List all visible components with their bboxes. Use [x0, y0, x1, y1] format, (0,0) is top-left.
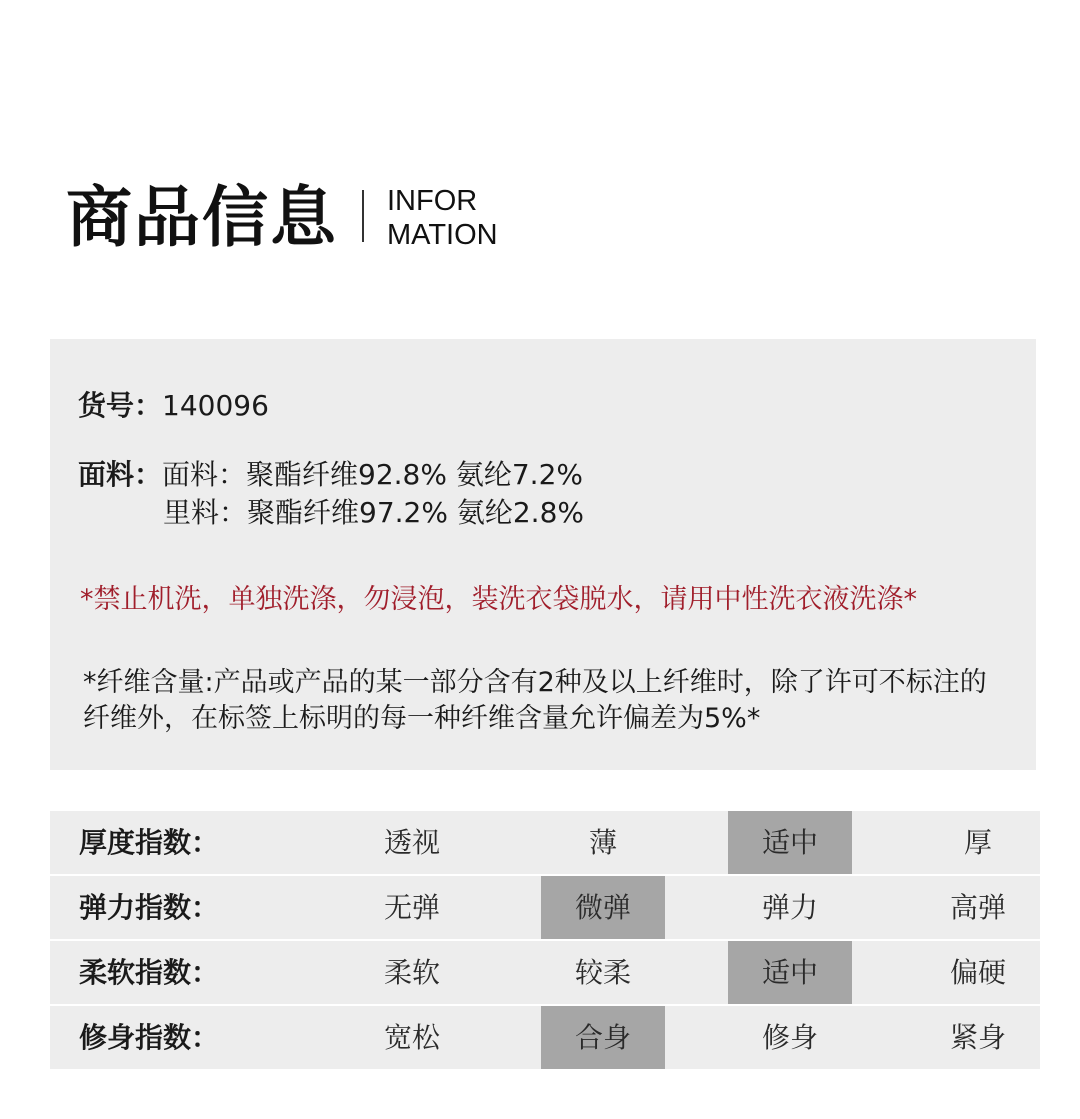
index-option-selected: 合身 [541, 1006, 665, 1069]
index-option: 高弹 [949, 891, 1006, 924]
index-option: 较柔 [574, 956, 631, 989]
fiber-content-note: *纤维含量:产品或产品的某一部分含有2种及以上纤维时，除了许可不标注的纤维外，在标签上标明的每一种纤维含量允许偏差为5%* [83, 667, 987, 734]
index-option: 弹力 [761, 891, 818, 924]
index-option: 紧身 [949, 1021, 1006, 1054]
fit-index-row [50, 1006, 1040, 1069]
index-option-selected: 适中 [728, 941, 852, 1004]
index-option-selected: 适中 [728, 811, 852, 874]
index-option: 厚 [963, 826, 992, 859]
index-row-label: 厚度指数： [79, 826, 220, 859]
index-row-label: 修身指数： [79, 1021, 220, 1054]
fabric-row-1 [78, 456, 583, 494]
fabric-outer: 面料：聚酯纤维92.8% 氨纶7.2% [162, 458, 584, 491]
product-info-panel [50, 339, 1036, 770]
section-subtitle [387, 184, 498, 252]
fabric-lining: 里料：聚酯纤维97.2% 氨纶2.8% [163, 496, 584, 529]
sku-row [78, 387, 269, 425]
fabric-index-table [50, 811, 1040, 1071]
index-row-label: 柔软指数： [79, 956, 220, 989]
section-header [66, 178, 666, 258]
subtitle-line-1: INFOR [387, 185, 478, 217]
elasticity-index-row [50, 876, 1040, 939]
sku-label: 货号： [78, 389, 163, 422]
index-option: 无弹 [383, 891, 440, 924]
index-option: 宽松 [383, 1021, 440, 1054]
index-option: 透视 [383, 826, 440, 859]
index-row-label: 弹力指数： [79, 891, 220, 924]
section-title: 商品信息 [66, 179, 338, 256]
care-instructions: *禁止机洗，单独洗涤，勿浸泡，装洗衣袋脱水，请用中性洗衣液洗涤* [80, 584, 917, 615]
fabric-label: 面料： [78, 458, 163, 491]
index-option: 修身 [761, 1021, 818, 1054]
index-option: 柔软 [383, 956, 440, 989]
index-option: 偏硬 [949, 956, 1006, 989]
index-option: 薄 [588, 826, 617, 859]
thickness-index-row [50, 811, 1040, 874]
subtitle-line-2: MATION [387, 219, 498, 251]
sku-value: 140096 [162, 389, 269, 422]
index-option-selected: 微弹 [541, 876, 665, 939]
softness-index-row [50, 941, 1040, 1004]
title-divider [362, 190, 364, 242]
